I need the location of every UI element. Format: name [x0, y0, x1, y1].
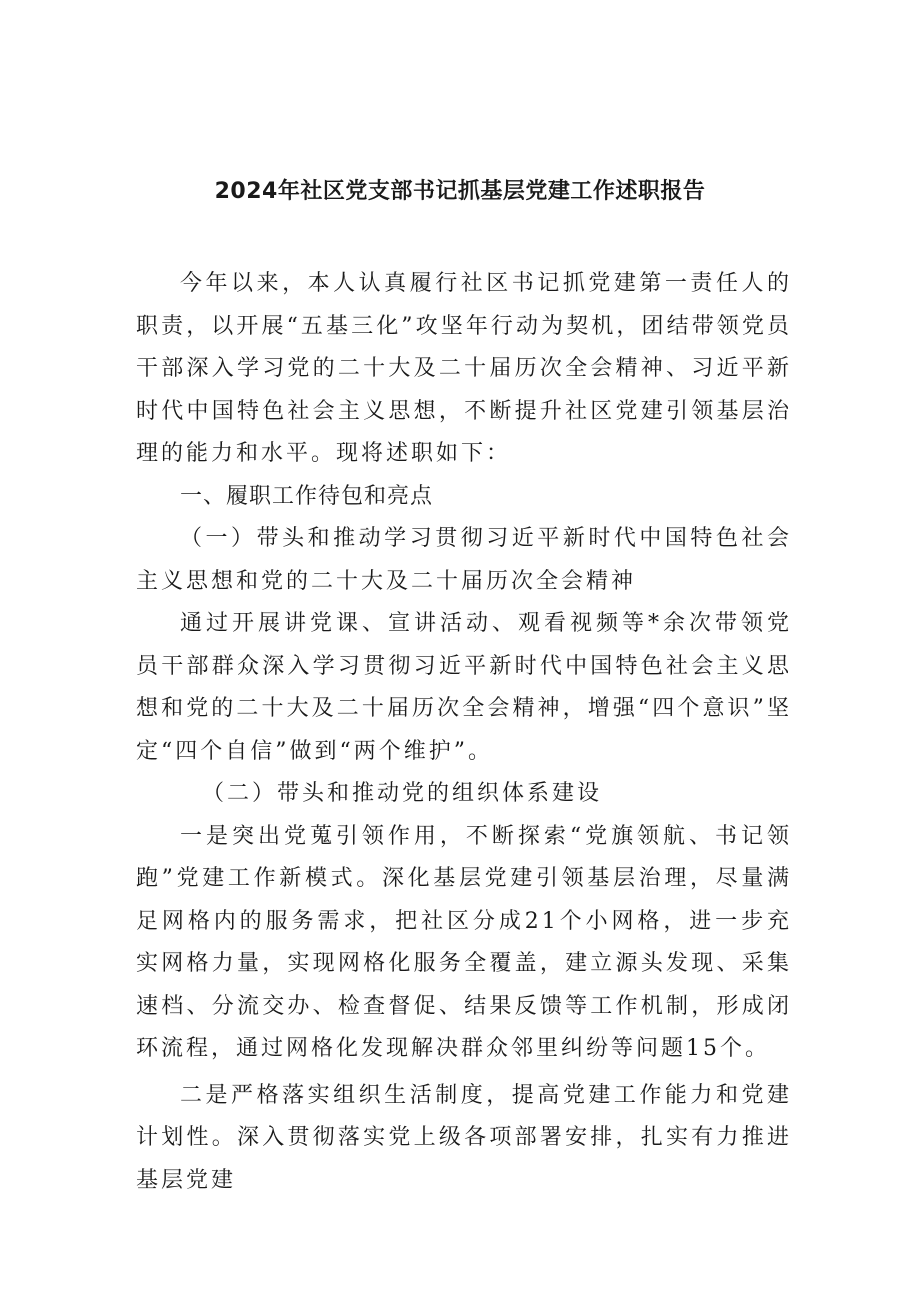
intro-paragraph: 今年以来，本人认真履行社区书记抓党建第一责任人的职责，以开展“五基三化”攻坚年行动为契机，团结带领党员干部深入学习党的二十大及二十届历次全会精神、习近平新时代中国特色社会主义思想，不断提升社区党建引领基层治理的能力和水平。现将述职如下：	[136, 271, 792, 466]
document-body	[136, 263, 792, 1202]
subsection-heading-2: （二）带头和推动党的组织体系建设	[202, 781, 603, 806]
body-paragraph-second-point: 二是严格落实组织生活制度，提高党建工作能力和党建计划性。深入贯彻落实党上级各项部署安排，扎实有力推进基层党建	[136, 1082, 792, 1193]
body-paragraph-first-point: 一是突出党蒐引领作用，不断探索“党旗领航、书记领跑”党建工作新模式。深化基层党建引领基层治理，尽量满足网格内的服务需求，把社区分成21个小网格，进一步充实网格力量，实现网格化服务全覆盖，建立源头发现、采集速档、分流交办、检查督促、结果反馈等工作机制，形成闭环流程，通过网格化发现解决群众邻里纠纷等问题15个。	[136, 823, 792, 1061]
body-paragraph-study: 通过开展讲党课、宣讲活动、观看视频等*余次带领党员干部群众深入学习贯彻习近平新时代中国特色社会主义思想和党的二十大及二十届历次全会精神，增强“四个意识”坚定“四个自信”做到“两个维护”。	[136, 611, 792, 764]
section-heading: 一、履职工作待包和亮点	[180, 483, 434, 509]
subsection-heading-1: （一）带头和推动学习贯彻习近平新时代中国特色社会主义思想和党的二十大及二十届历次全会精神	[136, 526, 792, 594]
document-title: 2024年社区党支部书记抓基层党建工作述职报告	[214, 179, 706, 204]
